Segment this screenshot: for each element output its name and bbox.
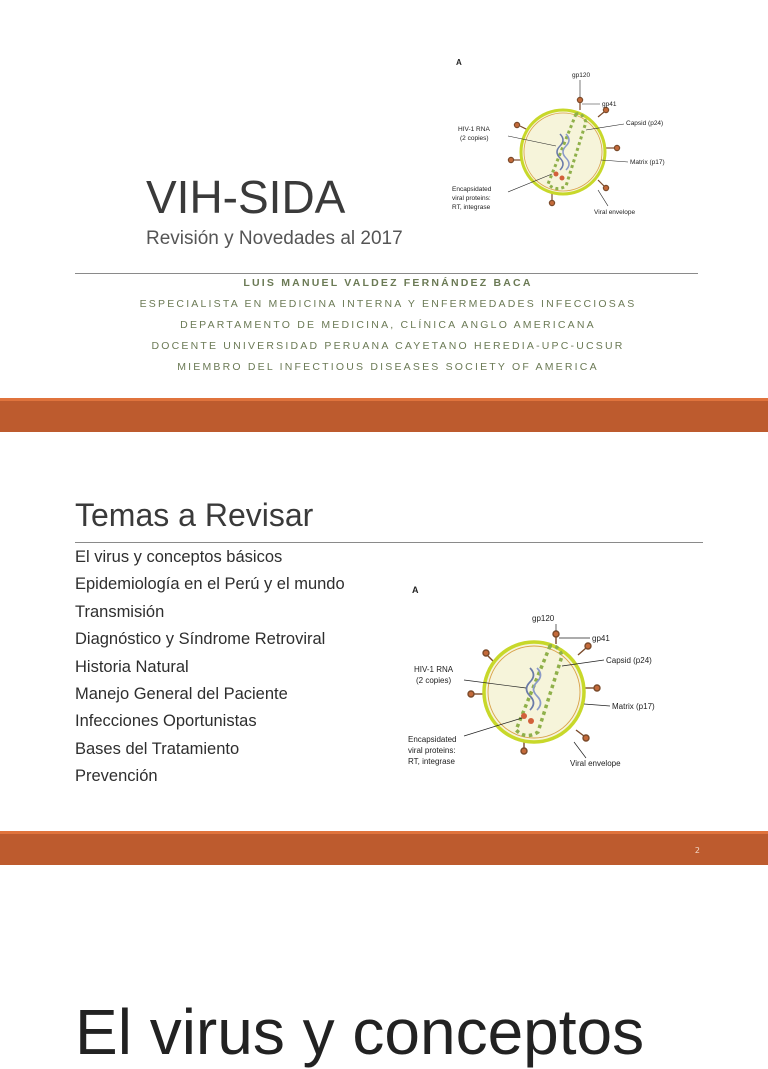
label-proteins-2-line2: viral proteins: [408, 746, 456, 755]
slide-3-title: El virus y conceptos [75, 996, 645, 1068]
label-capsid-2: Capsid (p24) [606, 656, 652, 665]
topic-item: Historia Natural [75, 657, 189, 676]
hiv-virion-diagram [448, 52, 680, 222]
label-rna-2-line1: HIV-1 RNA [414, 665, 454, 674]
label-matrix: Matrix (p17) [630, 159, 665, 166]
label-proteins-line3: RT, integrase [452, 204, 491, 211]
author-line-4: MIEMBRO DEL INFECTIOUS DISEASES SOCIETY OF AMERICA [177, 361, 599, 373]
slide-subtitle: Revisión y Novedades al 2017 [146, 228, 403, 249]
hiv-virion-diagram-2 [398, 580, 698, 785]
slide-2-divider [75, 542, 703, 543]
label-rna-line1: HIV-1 RNA [458, 126, 490, 133]
topic-item: Diagnóstico y Síndrome Retroviral [75, 630, 326, 649]
label-gp120: gp120 [572, 72, 591, 79]
topic-item: Prevención [75, 767, 158, 786]
label-rna-line2: (2 copies) [460, 135, 489, 142]
label-matrix-2: Matrix (p17) [612, 702, 655, 711]
topic-item: Epidemiología en el Perú y el mundo [75, 575, 345, 594]
author-line-1: ESPECIALISTA EN MEDICINA INTERNA Y ENFERMEDADES INFECCIOSAS [139, 298, 637, 310]
label-capsid: Capsid (p24) [626, 120, 664, 127]
label-proteins-2-line3: RT, integrase [408, 757, 455, 766]
topic-item: Infecciones Oportunistas [75, 712, 257, 731]
title-divider [75, 273, 698, 274]
author-line-2: DEPARTAMENTO DE MEDICINA, CLÍNICA ANGLO AMERICANA [180, 319, 596, 331]
label-proteins-line1: Encapsidated [452, 186, 492, 193]
slide-title: VIH-SIDA [146, 171, 346, 223]
label-gp41: gp41 [602, 101, 617, 108]
author-line-3: DOCENTE UNIVERSIDAD PERUANA CAYETANO HEREDIA-UPC-UCSUR [151, 340, 625, 352]
diagram-panel-label: A [456, 58, 462, 67]
label-gp41-2: gp41 [592, 634, 610, 643]
slide-1 [0, 0, 768, 401]
label-gp120-2: gp120 [532, 614, 555, 623]
label-proteins-2-line1: Encapsidated [408, 735, 457, 744]
topic-item: Bases del Tratamiento [75, 739, 240, 758]
label-viral-envelope-2: Viral envelope [570, 759, 621, 768]
label-viral-envelope: Viral envelope [594, 209, 636, 216]
topic-item: Transmisión [75, 602, 165, 621]
diagram-2-panel-label: A [412, 585, 419, 595]
footer-bar-2 [0, 834, 768, 865]
slide-2-title: Temas a Revisar [75, 497, 314, 533]
label-proteins-line2: viral proteins: [452, 195, 491, 202]
topic-item: El virus y conceptos básicos [75, 548, 283, 566]
topic-list [75, 544, 345, 791]
author-name: LUIS MANUEL VALDEZ FERNÁNDEZ BACA [243, 277, 533, 289]
page-number: 2 [694, 846, 700, 855]
topic-item: Manejo General del Paciente [75, 685, 288, 704]
footer-bar-1 [0, 401, 768, 432]
label-rna-2-line2: (2 copies) [416, 676, 452, 685]
